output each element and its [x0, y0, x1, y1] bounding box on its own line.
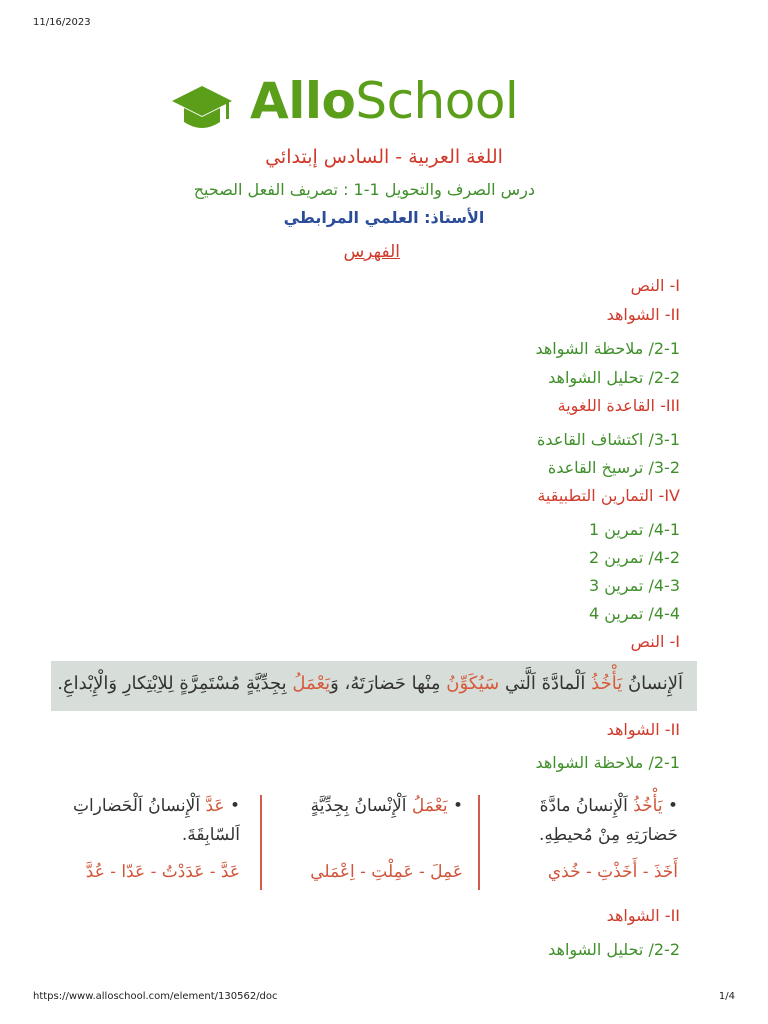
subject-title: اللغة العربية - السادس إبتدائي [265, 146, 503, 168]
toc-item[interactable]: 2-2/ تحليل الشواهد [548, 368, 680, 387]
toc-item[interactable]: I- النص [630, 276, 680, 295]
example-forms: عَمِلَ - عَمِلْتِ - اِعْمَلي [310, 862, 463, 882]
column-divider [478, 795, 480, 890]
example-line: • يَعْمَلُ اَلْإِنْسانُ بِجِدِّيَّةٍ [310, 796, 463, 816]
text-passage-box [51, 661, 697, 711]
example-line: حَضارَتِهِ مِنْ مُحيطِهِ. [538, 825, 678, 845]
toc-item[interactable]: 4-3/ تمرين 3 [588, 576, 680, 595]
section-text-title: I- النص [630, 632, 680, 651]
section-evidence-title: II- الشواهد [606, 720, 680, 739]
toc-item[interactable]: 3-1/ اكتشاف القاعدة [537, 430, 680, 449]
toc-item[interactable]: 2-1/ ملاحظة الشواهد [535, 339, 680, 358]
alloschool-logo[interactable] [170, 72, 550, 138]
toc-item[interactable]: IV- التمارين التطبيقية [537, 486, 680, 505]
toc-item[interactable]: III- القاعدة اللغوية [557, 396, 680, 415]
example-line: • يَأْخُذُ اَلْإِنسانُ مادَّةَ [539, 796, 678, 816]
column-divider [260, 795, 262, 890]
toc-item[interactable]: 4-4/ تمرين 4 [588, 604, 680, 623]
toc-item[interactable]: 3-2/ ترسيخ القاعدة [547, 458, 680, 477]
index-title: الفهرس [343, 242, 400, 262]
section-evidence2-subtitle: 2-2/ تحليل الشواهد [548, 940, 680, 959]
print-page-number: 1/4 [718, 991, 735, 1002]
example-forms: أَخَذَ - أَخَذْتِ - خُذي [547, 862, 678, 882]
toc-item[interactable]: 4-1/ تمرين 1 [588, 520, 680, 539]
toc-item[interactable]: II- الشواهد [606, 305, 680, 324]
print-date: 11/16/2023 [33, 17, 91, 28]
graduation-cap-icon [170, 82, 234, 138]
toc-item[interactable]: 4-2/ تمرين 2 [588, 548, 680, 567]
section-evidence2-title: II- الشواهد [606, 906, 680, 925]
lesson-title: درس الصرف والتحويل 1-1 : تصريف الفعل الصحيح [193, 180, 535, 199]
example-line: • عَدَّ اَلْإِنسانُ اَلْحَضاراتِ [72, 796, 240, 816]
example-forms: عَدَّ - عَدَدْتُ - عَدّا - عُدَّ [85, 862, 240, 882]
text-passage: اَلإِنسانُ يَأْخُذُ اَلْمادَّةَ اَلَّتي سَيُكَوِّنُ مِنْها حَضارَتَهُ، وَيَعْمَلُ بِجِدِّيَّةٍ مُسْتَمِرَّةٍ لِلاِبْتِكارِ وَالْإِبْداعِ. [57, 673, 683, 694]
section-evidence-subtitle: 2-1/ ملاحظة الشواهد [535, 753, 680, 772]
logo-text: AlloSchool [250, 72, 519, 130]
teacher-name: الأستاذ: العلمي المرابطي [283, 208, 485, 227]
print-url: https://www.alloschool.com/element/130562/doc [33, 991, 278, 1002]
example-line: اَلسّابِقَةَ. [181, 825, 240, 845]
